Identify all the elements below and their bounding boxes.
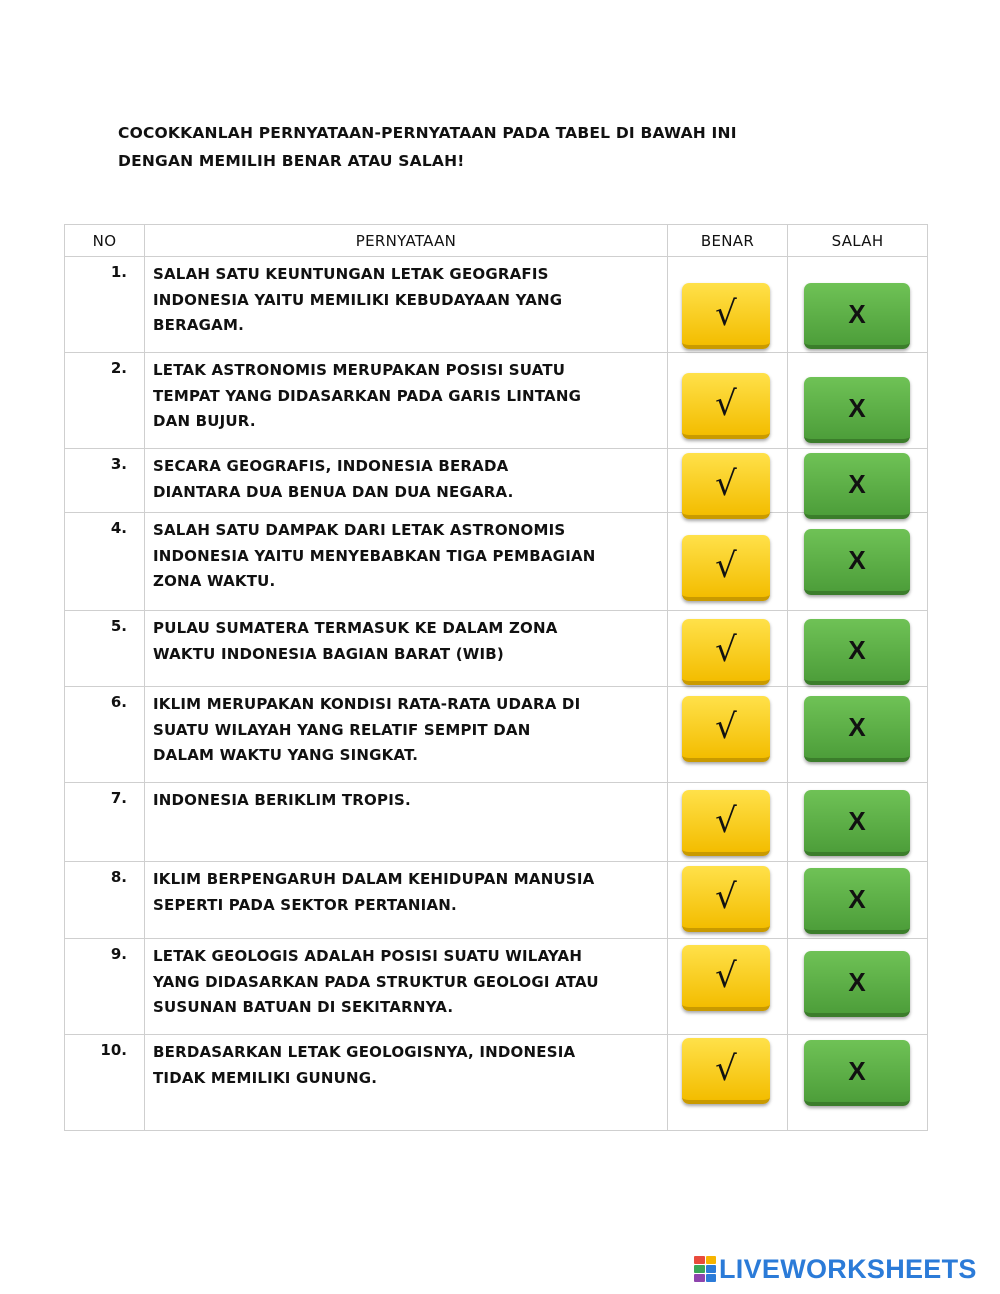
table-row [65,611,928,687]
statement-line: BERDASARKAN LETAK GEOLOGISNYA, INDONESIA [153,1043,576,1061]
false-cell [788,513,928,611]
false-button[interactable]: X [804,1040,910,1106]
false-button[interactable]: X [804,377,910,443]
liveworksheets-logo [694,1254,977,1284]
statement-line: SUATU WILAYAH YANG RELATIF SEMPIT DAN [153,720,531,739]
statement-line: INDONESIA YAITU MEMILIKI KEBUDAYAAN YANG [153,290,563,309]
true-button[interactable]: √ [682,866,770,932]
true-cell [668,353,788,449]
statement-line: BERAGAM. [153,316,244,334]
statement-cell [145,257,668,353]
true-button[interactable]: √ [682,283,770,349]
false-cell [788,1035,928,1131]
true-button[interactable]: √ [682,1038,770,1104]
row-number: 7. [65,783,145,862]
false-cell [788,687,928,783]
statement-cell [145,611,668,687]
table-header-row [65,225,928,257]
statement-line: SECARA GEOGRAFIS, INDONESIA BERADA [153,457,509,475]
statement-line: SALAH SATU KEUNTUNGAN LETAK GEOGRAFIS [153,265,549,283]
statement-line: TEMPAT YANG DIDASARKAN PADA GARIS LINTANG [153,386,582,405]
statement-line: IKLIM BERPENGARUH DALAM KEHIDUPAN MANUSIA [153,870,595,888]
false-cell [788,353,928,449]
true-cell [668,939,788,1035]
statement-cell [145,1035,668,1131]
quiz-table [64,224,928,1131]
row-number: 8. [65,862,145,939]
true-button[interactable]: √ [682,453,770,519]
false-button[interactable]: X [804,529,910,595]
statement-cell [145,449,668,513]
statement-line: INDONESIA YAITU MENYEBABKAN TIGA PEMBAGIAN [153,546,596,565]
table-row [65,862,928,939]
statement-cell [145,513,668,611]
true-cell [668,513,788,611]
table-row [65,513,928,611]
false-cell [788,783,928,862]
false-cell [788,862,928,939]
instruction-line-2: DENGAN MEMILIH BENAR ATAU SALAH! [118,152,465,170]
false-cell [788,257,928,353]
table-row [65,939,928,1035]
header-statement: PERNYATAAN [145,225,668,257]
statement-line: INDONESIA BERIKLIM TROPIS. [153,791,411,809]
true-button[interactable]: √ [682,619,770,685]
row-number: 10. [65,1035,145,1131]
table-row [65,783,928,862]
true-cell [668,257,788,353]
row-number: 2. [65,353,145,449]
row-number: 5. [65,611,145,687]
statement-cell [145,862,668,939]
table-row [65,687,928,783]
row-number: 4. [65,513,145,611]
false-button[interactable]: X [804,696,910,762]
table-row [65,1035,928,1131]
statement-cell [145,783,668,862]
true-cell [668,783,788,862]
false-cell [788,611,928,687]
row-number: 9. [65,939,145,1035]
true-cell [668,611,788,687]
false-button[interactable]: X [804,790,910,856]
table-row [65,257,928,353]
true-button[interactable]: √ [682,790,770,856]
false-button[interactable]: X [804,619,910,685]
statement-line: ZONA WAKTU. [153,572,276,590]
true-cell [668,1035,788,1131]
statement-line: DALAM WAKTU YANG SINGKAT. [153,746,419,764]
statement-line: YANG DIDASARKAN PADA STRUKTUR GEOLOGI ATAU [153,972,599,991]
row-number: 6. [65,687,145,783]
instruction-text [118,119,878,175]
true-cell [668,449,788,513]
statement-cell [145,353,668,449]
statement-line: WAKTU INDONESIA BAGIAN BARAT (WIB) [153,644,504,663]
false-cell [788,449,928,513]
true-button[interactable]: √ [682,696,770,762]
statement-line: SUSUNAN BATUAN DI SEKITARNYA. [153,998,454,1016]
header-no: NO [65,225,145,257]
statement-line: IKLIM MERUPAKAN KONDISI RATA-RATA UDARA DI [153,695,581,713]
header-true: BENAR [668,225,788,257]
true-button[interactable]: √ [682,373,770,439]
false-button[interactable]: X [804,453,910,519]
statement-line: DAN BUJUR. [153,412,256,430]
false-button[interactable]: X [804,283,910,349]
statement-line: LETAK ASTRONOMIS MERUPAKAN POSISI SUATU [153,361,566,379]
statement-line: LETAK GEOLOGIS ADALAH POSISI SUATU WILAYAH [153,947,583,965]
false-button[interactable]: X [804,868,910,934]
table-row [65,353,928,449]
false-button[interactable]: X [804,951,910,1017]
statement-line: TIDAK MEMILIKI GUNUNG. [153,1068,378,1087]
table-row [65,449,928,513]
true-button[interactable]: √ [682,945,770,1011]
logo-icon [694,1256,716,1282]
true-cell [668,687,788,783]
logo-text: LIVEWORKSHEETS [719,1253,977,1284]
statement-line: PULAU SUMATERA TERMASUK KE DALAM ZONA [153,619,558,637]
row-number: 1. [65,257,145,353]
true-cell [668,862,788,939]
statement-line: SEPERTI PADA SEKTOR PERTANIAN. [153,895,457,914]
statement-line: SALAH SATU DAMPAK DARI LETAK ASTRONOMIS [153,521,566,539]
true-button[interactable]: √ [682,535,770,601]
instruction-line-1: COCOKKANLAH PERNYATAAN-PERNYATAAN PADA TABEL DI BAWAH INI [118,124,737,142]
header-false: SALAH [788,225,928,257]
false-cell [788,939,928,1035]
statement-cell [145,687,668,783]
statement-cell [145,939,668,1035]
row-number: 3. [65,449,145,513]
statement-line: DIANTARA DUA BENUA DAN DUA NEGARA. [153,482,514,501]
